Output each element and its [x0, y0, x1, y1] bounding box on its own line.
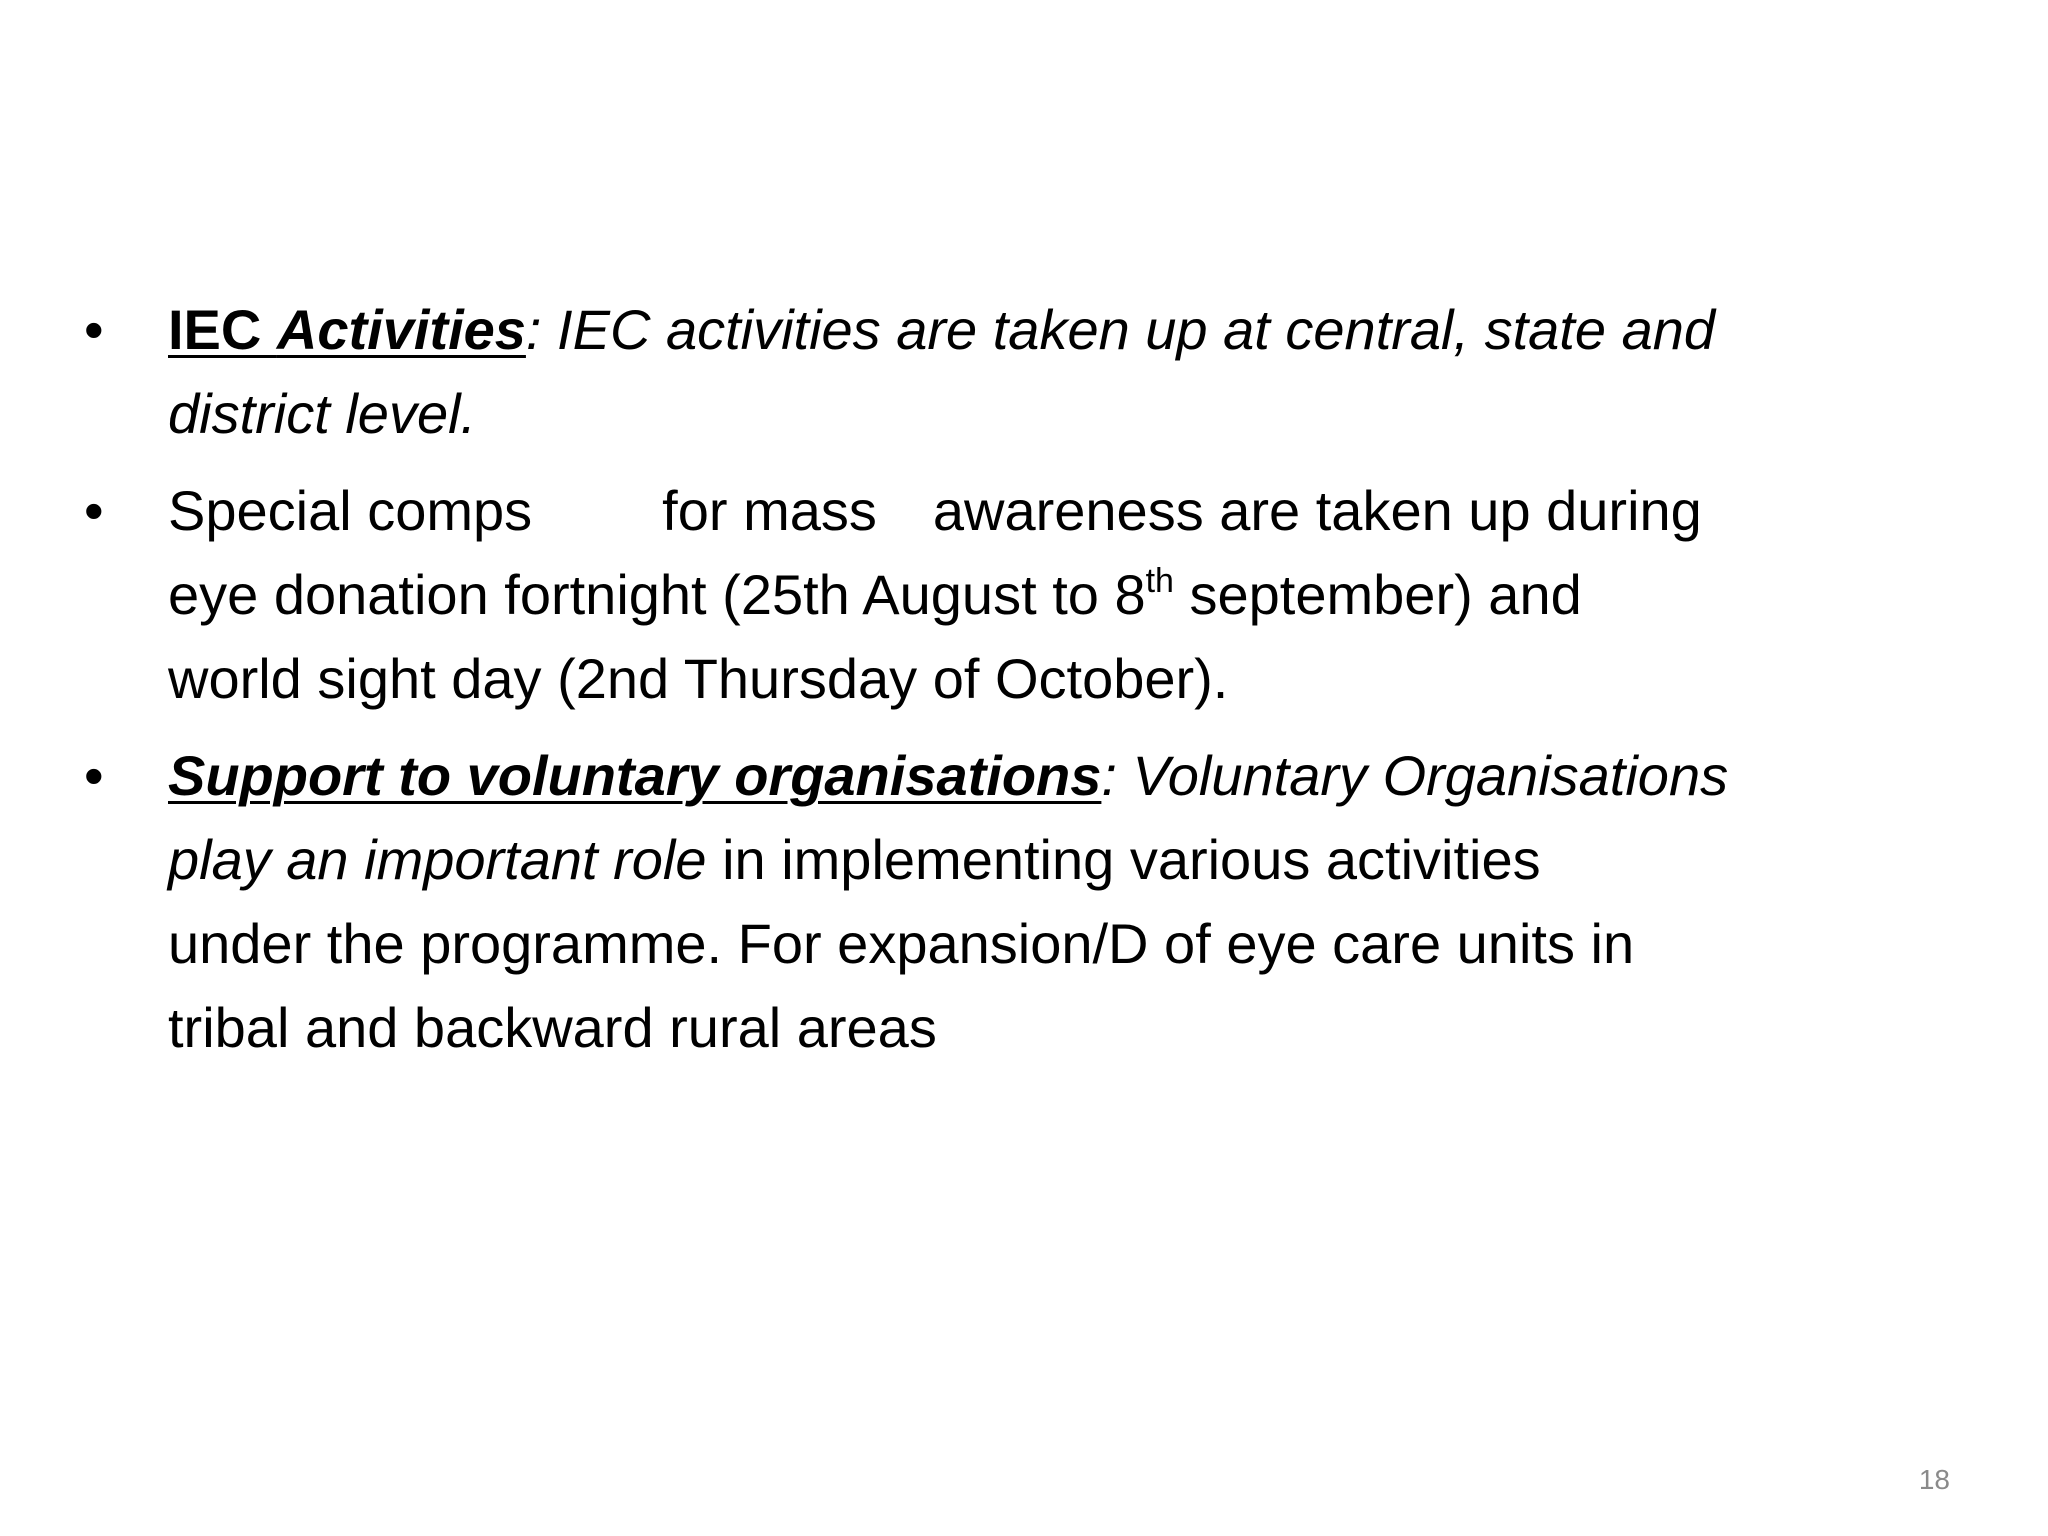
bullet-text: in implementing various activities	[706, 828, 1541, 891]
heading-iec: IEC	[168, 298, 277, 361]
bullet-icon: •	[84, 298, 104, 361]
bullet-text-part: september) and	[1173, 563, 1582, 626]
bullet-text-italic: play an important role	[168, 828, 707, 891]
bullet-line	[168, 734, 1904, 818]
bullet-text: Voluntary Organisations	[1116, 744, 1729, 807]
heading-colon: :	[1101, 744, 1117, 807]
bullet-iec-activities	[84, 288, 1904, 456]
slide-body	[84, 288, 1904, 1083]
bullet-text-continued: district level.	[168, 382, 477, 445]
bullet-voluntary-organisations	[84, 734, 1904, 1070]
bullet-text-part: Special comps	[168, 479, 533, 542]
bullet-text-continued: world sight day (2nd Thursday of October).	[168, 647, 1229, 710]
heading-support: Support to voluntary organisations	[168, 744, 1102, 807]
bullet-line	[168, 818, 1904, 902]
bullet-line	[168, 288, 1904, 372]
bullet-text-part: awareness are taken up during	[932, 479, 1702, 542]
bullet-icon: •	[84, 479, 104, 542]
bullet-text: IEC activities are taken up at central, state and	[541, 298, 1715, 361]
page-number: 18	[1918, 1464, 1950, 1495]
superscript-th: th	[1145, 562, 1174, 600]
bullet-text-part: eye donation fortnight (25th August to 8	[168, 563, 1146, 626]
bullet-text-continued: tribal and backward rural areas	[168, 996, 937, 1059]
bullet-line	[168, 553, 1904, 637]
heading-activities: Activities	[276, 298, 526, 361]
bullet-text-continued: under the programme. For expansion/D of eye care units in	[168, 912, 1635, 975]
heading-colon: :	[525, 298, 542, 361]
bullet-text-part: for mass	[662, 479, 877, 542]
bullet-special-comps	[84, 469, 1904, 721]
bullet-icon: •	[84, 744, 104, 807]
bullet-line	[168, 469, 1904, 553]
